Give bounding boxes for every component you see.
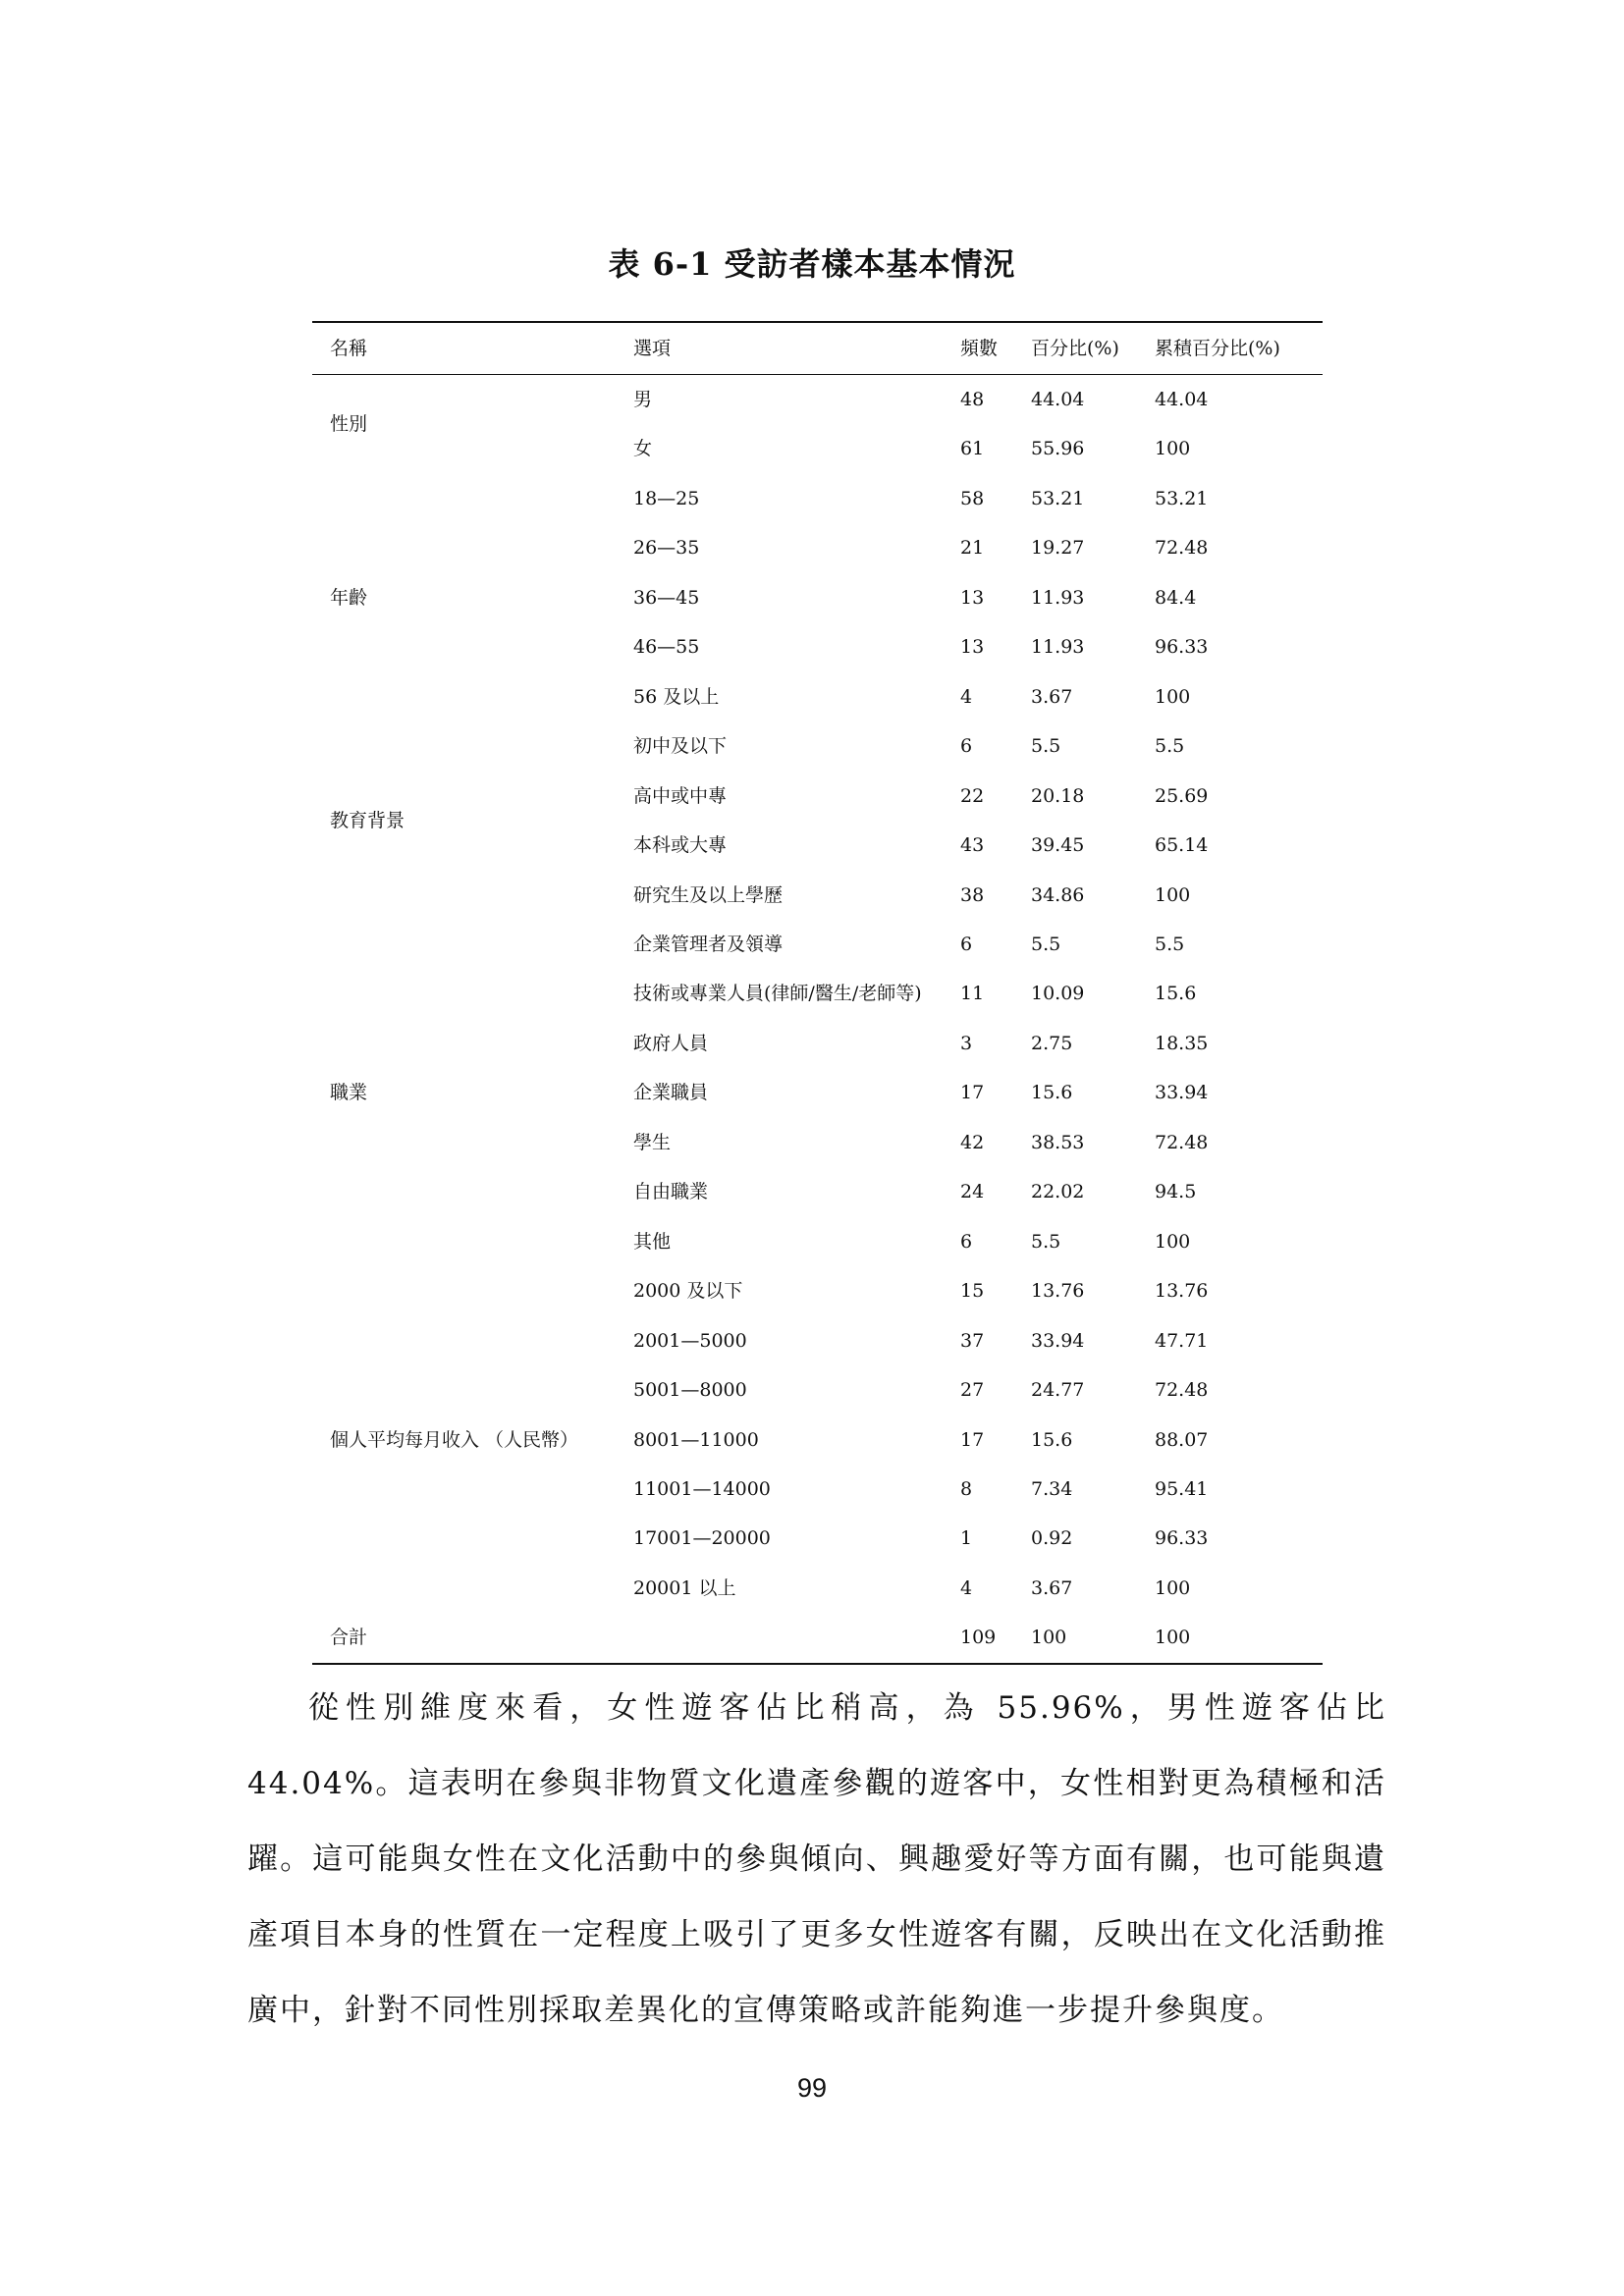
pct-cell: 3.67	[1031, 1576, 1073, 1599]
pct-cell: 38.53	[1031, 1131, 1085, 1153]
option-cell: 初中及以下	[633, 735, 728, 758]
cum-cell: 5.5	[1155, 735, 1185, 758]
freq-cell: 3	[960, 1032, 973, 1054]
freq-cell: 11	[960, 983, 985, 1005]
header-pct: 百分比(%)	[1013, 322, 1137, 375]
table-header-row	[312, 322, 1323, 375]
option-cell: 20001 以上	[633, 1576, 736, 1599]
pct-cell: 53.21	[1031, 487, 1085, 509]
freq-cell: 6	[960, 735, 973, 758]
sample-table	[312, 321, 1323, 1665]
pct-cell: 55.96	[1031, 438, 1085, 460]
cum-cell: 65.14	[1155, 834, 1209, 857]
total-freq-cell: 109	[960, 1627, 997, 1649]
cum-cell: 100	[1155, 1230, 1191, 1253]
freq-cell: 24	[960, 1181, 985, 1203]
option-cell: 8001—11000	[633, 1428, 759, 1451]
pct-cell: 3.67	[1031, 685, 1073, 708]
total-cum-cell: 100	[1155, 1627, 1191, 1649]
pct-cell: 24.77	[1031, 1379, 1085, 1402]
pct-cell: 34.86	[1031, 883, 1085, 906]
pct-cell: 19.27	[1031, 537, 1085, 560]
freq-cell: 38	[960, 883, 985, 906]
option-cell: 本科或大專	[633, 834, 728, 857]
body-paragraph	[247, 1671, 1386, 2049]
total-pct-cell: 100	[1031, 1627, 1067, 1649]
cum-cell: 13.76	[1155, 1280, 1209, 1303]
pct-cell: 15.6	[1031, 1428, 1073, 1451]
freq-cell: 17	[960, 1428, 985, 1451]
pct-cell: 2.75	[1031, 1032, 1073, 1054]
category-cell: 性別	[330, 413, 368, 436]
header-option: 選項	[616, 322, 943, 375]
freq-cell: 43	[960, 834, 985, 857]
freq-cell: 37	[960, 1329, 985, 1352]
table-row	[312, 920, 1323, 969]
page-number: 99	[796, 2073, 828, 2103]
freq-cell: 6	[960, 1230, 973, 1253]
cum-cell: 44.04	[1155, 389, 1209, 410]
cum-cell: 95.41	[1155, 1477, 1209, 1500]
option-cell: 2001—5000	[633, 1329, 747, 1352]
option-cell: 2000 及以下	[633, 1280, 743, 1303]
pct-cell: 20.18	[1031, 784, 1085, 807]
cum-cell: 94.5	[1155, 1181, 1197, 1203]
category-cell: 年齡	[330, 586, 368, 609]
freq-cell: 13	[960, 636, 985, 659]
pct-cell: 7.34	[1031, 1477, 1073, 1500]
freq-cell: 4	[960, 1576, 973, 1599]
option-cell: 46—55	[633, 636, 700, 659]
pct-cell: 5.5	[1031, 1230, 1061, 1253]
freq-cell: 27	[960, 1379, 985, 1402]
freq-cell: 4	[960, 685, 973, 708]
cum-cell: 100	[1155, 1576, 1191, 1599]
pct-cell: 5.5	[1031, 735, 1061, 758]
option-cell: 技術或專業人員(律師/醫生/老師等)	[633, 983, 922, 1005]
pct-cell: 33.94	[1031, 1329, 1085, 1352]
option-cell: 女	[633, 438, 653, 460]
cum-cell: 53.21	[1155, 487, 1209, 509]
table-row	[312, 1266, 1323, 1315]
table-row	[312, 721, 1323, 771]
option-cell: 17001—20000	[633, 1527, 771, 1550]
cum-cell: 72.48	[1155, 1131, 1209, 1153]
table-body	[312, 375, 1323, 1664]
freq-cell: 48	[960, 389, 985, 410]
table-title: 表 6-1 受訪者樣本基本情況	[608, 245, 1016, 283]
option-cell: 企業管理者及領導	[633, 933, 784, 955]
total-name-cell: 合計	[330, 1627, 368, 1649]
option-cell: 學生	[633, 1131, 672, 1153]
total-row	[312, 1613, 1323, 1663]
pct-cell: 44.04	[1031, 389, 1085, 410]
cum-cell: 84.4	[1155, 586, 1197, 609]
cum-cell: 100	[1155, 438, 1191, 460]
pct-cell: 0.92	[1031, 1527, 1073, 1550]
option-cell: 男	[633, 389, 653, 410]
cum-cell: 25.69	[1155, 784, 1209, 807]
option-cell: 56 及以上	[633, 685, 720, 708]
total-option-cell	[616, 1613, 943, 1663]
freq-cell: 17	[960, 1082, 985, 1104]
category-cell: 職業	[330, 1082, 368, 1104]
option-cell: 其他	[633, 1230, 672, 1253]
header-freq: 頻數	[943, 322, 1013, 375]
cum-cell: 15.6	[1155, 983, 1197, 1005]
option-cell: 18—25	[633, 487, 700, 509]
freq-cell: 61	[960, 438, 985, 460]
option-cell: 5001—8000	[633, 1379, 747, 1402]
freq-cell: 13	[960, 586, 985, 609]
option-cell: 研究生及以上學歷	[633, 883, 784, 906]
freq-cell: 15	[960, 1280, 985, 1303]
option-cell: 高中或中專	[633, 784, 728, 807]
pct-cell: 11.93	[1031, 636, 1085, 659]
header-cum: 累積百分比(%)	[1137, 322, 1323, 375]
freq-cell: 42	[960, 1131, 985, 1153]
category-cell: 個人平均每月收入 （人民幣）	[330, 1428, 579, 1451]
option-cell: 11001—14000	[633, 1477, 771, 1500]
freq-cell: 6	[960, 933, 973, 955]
cum-cell: 96.33	[1155, 636, 1209, 659]
pct-cell: 15.6	[1031, 1082, 1073, 1104]
cum-cell: 47.71	[1155, 1329, 1209, 1352]
freq-cell: 22	[960, 784, 985, 807]
option-cell: 36—45	[633, 586, 700, 609]
cum-cell: 72.48	[1155, 1379, 1209, 1402]
option-cell: 自由職業	[633, 1181, 709, 1203]
freq-cell: 58	[960, 487, 985, 509]
cum-cell: 88.07	[1155, 1428, 1209, 1451]
freq-cell: 21	[960, 537, 985, 560]
category-cell: 教育背景	[330, 809, 406, 831]
cum-cell: 18.35	[1155, 1032, 1209, 1054]
pct-cell: 5.5	[1031, 933, 1061, 955]
pct-cell: 10.09	[1031, 983, 1085, 1005]
cum-cell: 72.48	[1155, 537, 1209, 560]
pct-cell: 11.93	[1031, 586, 1085, 609]
header-name: 名稱	[312, 322, 616, 375]
option-cell: 26—35	[633, 537, 700, 560]
cum-cell: 96.33	[1155, 1527, 1209, 1550]
option-cell: 政府人員	[633, 1032, 709, 1054]
cum-cell: 100	[1155, 883, 1191, 906]
table-row	[312, 474, 1323, 523]
table-row	[312, 375, 1323, 425]
pct-cell: 39.45	[1031, 834, 1085, 857]
freq-cell: 1	[960, 1527, 973, 1550]
pct-cell: 22.02	[1031, 1181, 1085, 1203]
cum-cell: 5.5	[1155, 933, 1185, 955]
paragraph-text: 從性別維度來看，女性遊客佔比稍高，為 55.96%，男性遊客佔比 44.04%。這表明在參與非物質文化遺產參觀的遊客中，女性相對更為積極和活躍。這可能與女性在文化活動中的參與傾向、興趣愛好等方面有關，也可能與遺產項目本身的性質在一定程度上吸引了更多女性遊客有關，反映出在文化活動推廣中，針對不同性別採取差異化的宣傳策略或許能夠進一步提升參與度。	[247, 1690, 1386, 2028]
freq-cell: 8	[960, 1477, 973, 1500]
option-cell: 企業職員	[633, 1082, 709, 1104]
pct-cell: 13.76	[1031, 1280, 1085, 1303]
cum-cell: 33.94	[1155, 1082, 1209, 1104]
cum-cell: 100	[1155, 685, 1191, 708]
